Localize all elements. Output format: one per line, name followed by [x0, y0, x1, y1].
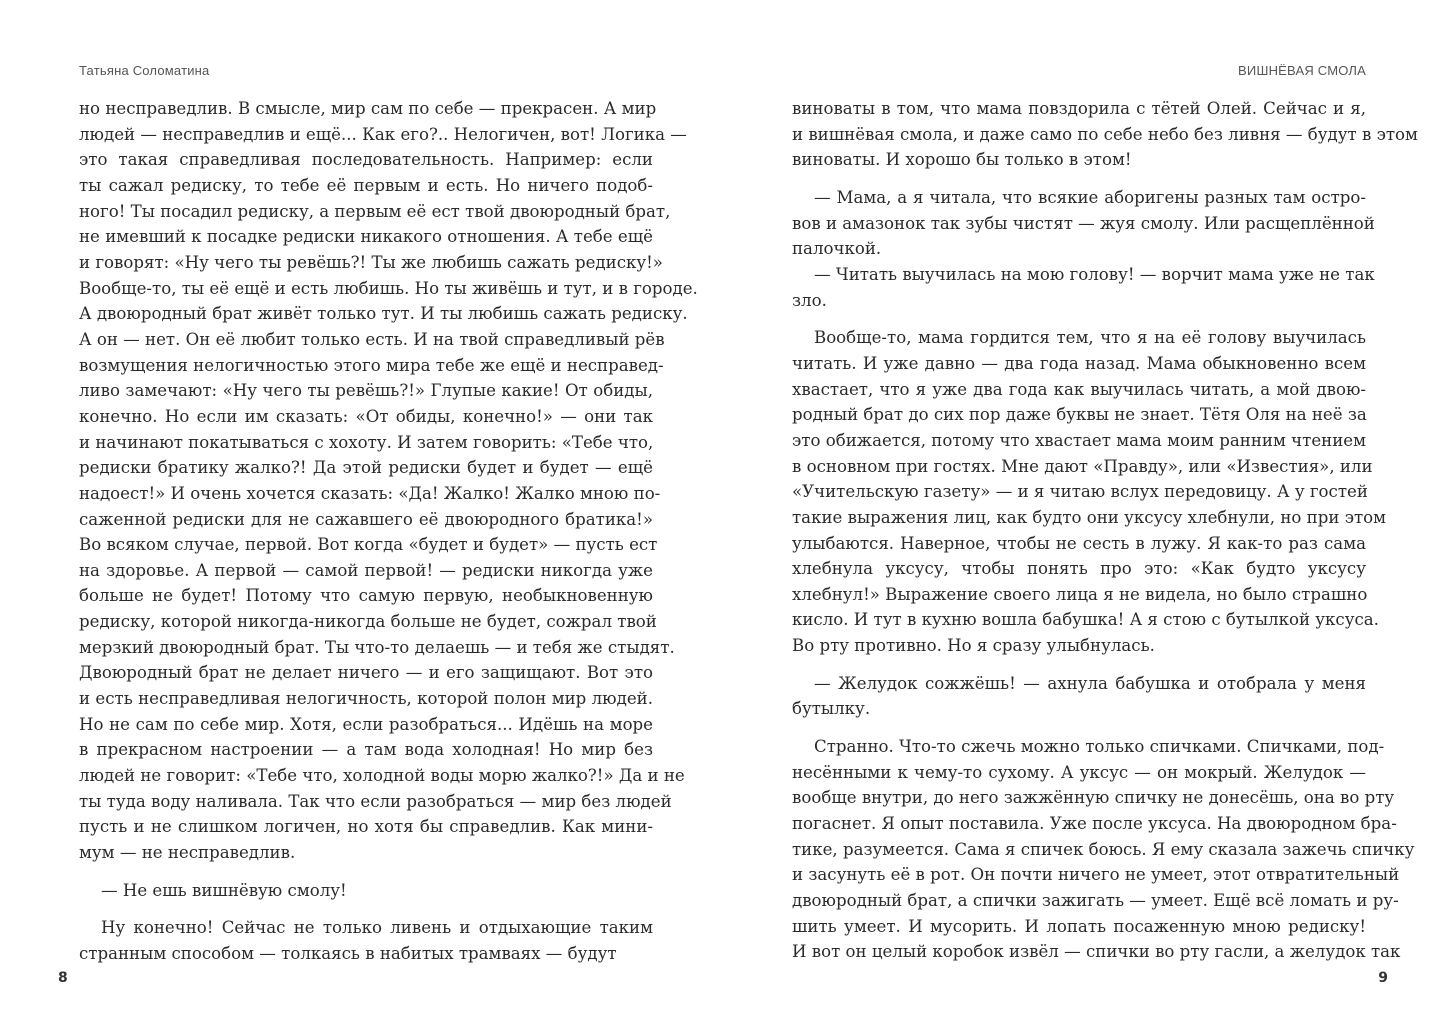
paragraph-gap	[79, 866, 653, 878]
text-line: виноваты. И хорошо бы только в этом!	[792, 150, 1132, 170]
paragraph-gap	[79, 903, 653, 915]
page-number-right: 9	[1378, 970, 1388, 986]
text-line: Ну конечно! Сейчас не только ливень и отдыхающие таким	[101, 918, 653, 938]
text-line: А он — нет. Он её любит только есть. И на твой справедливый рёв	[79, 329, 665, 349]
author-header: Татьяна Соломатина	[79, 63, 210, 78]
text-line: не имевший к посадке редиски никакого отношения. А тебе ещё	[79, 227, 653, 247]
text-line: кисло. И тут в кухню вошла бабушка! А я стою с бутылкой уксуса.	[792, 610, 1379, 630]
text-line: Странно. Что-то сжечь можно только спичками. Спичками, под-	[814, 737, 1385, 757]
text-line: хвастает, что я уже два года как выучилась читать, а мой двою-	[792, 379, 1366, 399]
text-line: читать. И уже давно — два года назад. Мама обыкновенно всем	[792, 353, 1366, 373]
text-line: и вишнёвая смола, и даже само по себе небо без ливня — будут в этом	[792, 124, 1418, 144]
right-page	[722, 0, 1445, 1033]
text-line: хлебнула уксусу, чтобы понять про это: «Как будто уксусу	[792, 559, 1366, 579]
text-line: в основном при гостях. Мне дают «Правду», или «Известия», или	[792, 456, 1373, 476]
text-line: ты туда воду наливала. Так что если разобраться — мир без людей	[79, 791, 672, 811]
text-line: но несправедлив. В смысле, мир сам по себе — прекрасен. А мир	[79, 99, 657, 118]
text-line: несёнными к чему-то сухому. А уксус — он мокрый. Желудок —	[792, 762, 1366, 782]
text-line: ного! Ты посадил редиску, а первым её ест твой двоюродный брат,	[79, 201, 671, 221]
text-line: — Читать выучилась на мою голову! — ворчит мама уже не так	[814, 264, 1375, 284]
text-line: и есть несправедливая нелогичность, которой полон мир людей.	[79, 689, 653, 709]
text-line: Во всяком случае, первой. Вот когда «будет и будет» — пусть ест	[79, 535, 658, 555]
text-line: мерзкий двоюродный брат. Ты что-то делаешь — и тебя же стыдят.	[79, 637, 675, 657]
text-line: А двоюродный брат живёт только тут. И ты любишь сажать редиску.	[79, 304, 688, 324]
paragraph-gap	[792, 313, 1366, 325]
text-line: Во рту противно. Но я сразу улыбнулась.	[792, 636, 1155, 656]
text-line: на здоровье. А первой — самой первой! — редиски никогда уже	[79, 560, 653, 580]
text-line: надоест!» И очень хочется сказать: «Да! Жалко! Жалко мною по-	[79, 483, 661, 503]
text-line: Вообще-то, мама гордится тем, что я на её голову выучилась	[814, 328, 1366, 348]
text-line: редиску, которой никогда-никогда больше не будет, сожрал твой	[79, 612, 657, 632]
right-text-block	[792, 96, 1418, 965]
text-line: редиски братику жалко?! Да этой редиски будет и будет — ещё	[79, 458, 653, 478]
text-line: погаснет. Я опыт поставила. Уже после уксуса. На двоюродном бра-	[792, 814, 1397, 834]
text-line: и начинают покатываться с хохоту. И затем говорить: «Тебе что,	[79, 432, 654, 452]
text-line: родный брат до сих пор даже буквы не знает. Тётя Оля на неё за	[792, 405, 1367, 425]
text-line: вообще внутри, до него зажжённую спичку не донесёшь, она во рту	[792, 788, 1395, 808]
text-line: странным способом — толкаясь в набитых трамваях — будут	[79, 944, 617, 963]
text-line: «Учительскую газету» — и я читаю вслух передовицу. А у гостей	[792, 482, 1368, 502]
text-line: — Не ешь вишнёвую смолу!	[101, 880, 347, 900]
text-line: мум — не несправедлив.	[79, 843, 296, 863]
text-line: людей — несправедлив и ещё... Как его?.. Нелогичен, вот! Логика —	[79, 124, 687, 144]
left-text-block	[79, 96, 698, 967]
text-line: Но не сам по себе мир. Хотя, если разобраться... Идёшь на море	[79, 714, 653, 734]
text-line: и засунуть её в рот. Он почти ничего не умеет, этот отвратительный	[792, 865, 1400, 885]
text-line: ливо замечают: «Ну чего ты ревёшь?!» Глупые какие! От обиды,	[79, 381, 653, 401]
text-line: Двоюродный брат не делает ничего — и его защищают. Вот это	[79, 663, 653, 683]
text-line: конечно. Но если им сказать: «От обиды, конечно!» — они так	[79, 406, 653, 426]
text-line: вов и амазонок так зубы чистят — жуя смолу. Или расщеплённой	[792, 213, 1375, 233]
text-line: это обижается, потому что хвастает мама моим ранним чтением	[792, 430, 1366, 450]
paragraph-gap	[792, 659, 1366, 671]
text-line: больше не будет! Потому что самую первую, необыкновенную	[79, 586, 653, 606]
text-line: зло.	[792, 290, 827, 310]
text-line: и говорят: «Ну чего ты ревёшь?! Ты же любишь сажать редиску!»	[79, 252, 663, 272]
text-line: хлебнул!» Выражение своего лица я не видела, но было страшно	[792, 584, 1368, 604]
title-header: ВИШНЁВАЯ СМОЛА	[1238, 63, 1366, 78]
page-number-left: 8	[58, 970, 68, 986]
text-line: ты сажал редиску, то тебе её первым и есть. Но ничего подоб-	[79, 175, 653, 195]
text-line: — Мама, а я читала, что всякие аборигены разных там остро-	[814, 187, 1366, 207]
text-line: шить умеет. И мусорить. И лопать посаженную мною редиску!	[792, 916, 1366, 936]
text-line: в прекрасном настроении — а там вода холодная! Но мир без	[79, 740, 653, 760]
text-line: двоюродный брат, а спички зажигать — умеет. Ещё всё ломать и ру-	[792, 891, 1399, 911]
left-page	[0, 0, 722, 1033]
text-line: тике, разумеется. Сама я спичек боюсь. Я ему сказала зажечь спичку	[792, 839, 1415, 859]
text-line: людей не говорит: «Тебе что, холодной воды морю жалко?!» Да и не	[79, 766, 685, 786]
text-line: пусть и не слишком логичен, но хотя бы справедлив. Как мини-	[79, 817, 653, 837]
text-line: Вообще-то, ты её ещё и есть любишь. Но ты живёшь и тут, и в городе.	[79, 278, 698, 298]
text-line: улыбаются. Наверное, чтобы не сесть в лужу. Я как-то раз сама	[792, 533, 1366, 553]
text-line: бутылку.	[792, 699, 871, 719]
paragraph-gap	[792, 722, 1366, 734]
text-line: саженной редиски для не сажавшего её двоюродного братика!»	[79, 509, 653, 529]
text-line: это такая справедливая последовательность. Например: если	[79, 150, 653, 170]
text-line: возмущения нелогичностью этого мира тебе же ещё и несправед-	[79, 355, 664, 375]
text-line: И вот он целый коробок извёл — спички во рту гасли, а желудок так	[792, 942, 1401, 962]
paragraph-gap	[792, 173, 1366, 185]
text-line: такие выражения лиц, как будто они уксусу хлебнули, но при этом	[792, 507, 1387, 527]
text-line: — Желудок сожжёшь! — ахнула бабушка и отобрала у меня	[814, 673, 1366, 693]
text-line: палочкой.	[792, 239, 882, 259]
text-line: виноваты в том, что мама повздорила с тётей Олей. Сейчас и я,	[792, 99, 1366, 118]
